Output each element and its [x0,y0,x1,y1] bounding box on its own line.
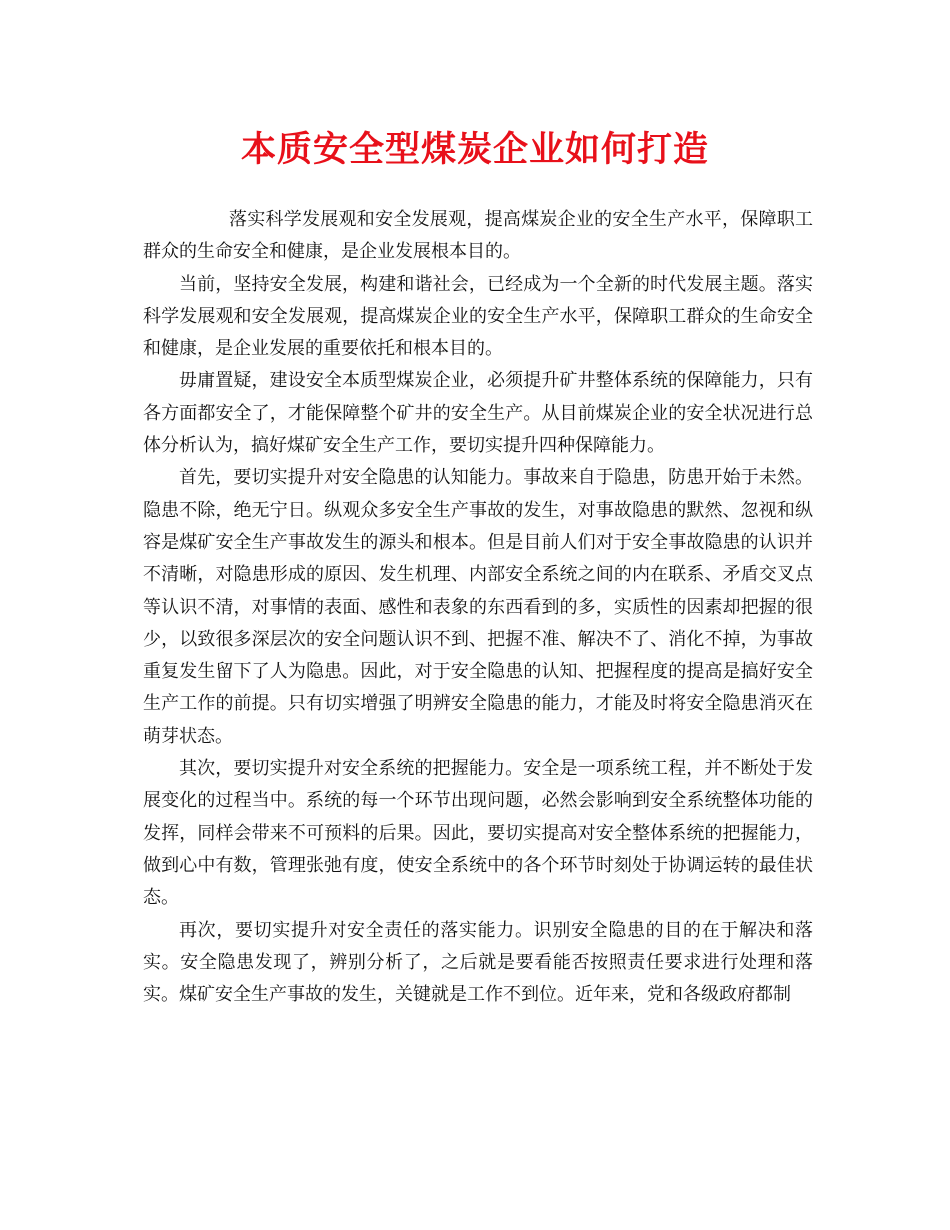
document-body [143,204,813,1011]
paragraph: 落实科学发展观和安全发展观，提高煤炭企业的安全生产水平，保障职工群众的生命安全和健康，是企业发展根本目的。 [143,209,813,263]
paragraph: 再次，要切实提升对安全责任的落实能力。识别安全隐患的目的在于解决和落实。安全隐患发现了，辨别分析了，之后就是要看能否按照责任要求进行处理和落实。煤矿安全生产事故的发生，关键就是工作不到位。近年来，党和各级政府都制 [143,919,813,1006]
paragraph: 首先，要切实提升对安全隐患的认知能力。事故来自于隐患，防患开始于未然。隐患不除，绝无宁日。纵观众多安全生产事故的发生，对事故隐患的默然、忽视和纵容是煤矿安全生产事故发生的源头和根本。但是目前人们对于安全事故隐患的认识并不清晰，对隐患形成的原因、发生机理、内部安全系统之间的内在联系、矛盾交叉点等认识不清，对事情的表面、感性和表象的东西看到的多，实质性的因素却把握的很少，以致很多深层次的安全问题认识不到、把握不准、解决不了、消化不掉，为事故重复发生留下了人为隐患。因此，对于安全隐患的认知、把握程度的提高是搞好安全生产工作的前提。只有切实增强了明辨安全隐患的能力，才能及时将安全隐患消灭在萌芽状态。 [143,467,813,747]
paragraph: 当前，坚持安全发展，构建和谐社会，已经成为一个全新的时代发展主题。落实科学发展观和安全发展观，提高煤炭企业的安全生产水平，保障职工群众的生命安全和健康，是企业发展的重要依托和根本目的。 [143,273,813,360]
paragraph: 毋庸置疑，建设安全本质型煤炭企业，必须提升矿井整体系统的保障能力，只有各方面都安全了，才能保障整个矿井的安全生产。从目前煤炭企业的安全状况进行总体分析认为，搞好煤矿安全生产工作，要切实提升四种保障能力。 [143,370,813,457]
paragraph: 其次，要切实提升对安全系统的把握能力。安全是一项系统工程，并不断处于发展变化的过程当中。系统的每一个环节出现问题，必然会影响到安全系统整体功能的发挥，同样会带来不可预料的后果。因此，要切实提高对安全整体系统的把握能力，做到心中有数，管理张弛有度，使安全系统中的各个环节时刻处于协调运转的最佳状态。 [143,758,813,909]
document-title: 本质安全型煤炭企业如何打造 [240,129,709,170]
